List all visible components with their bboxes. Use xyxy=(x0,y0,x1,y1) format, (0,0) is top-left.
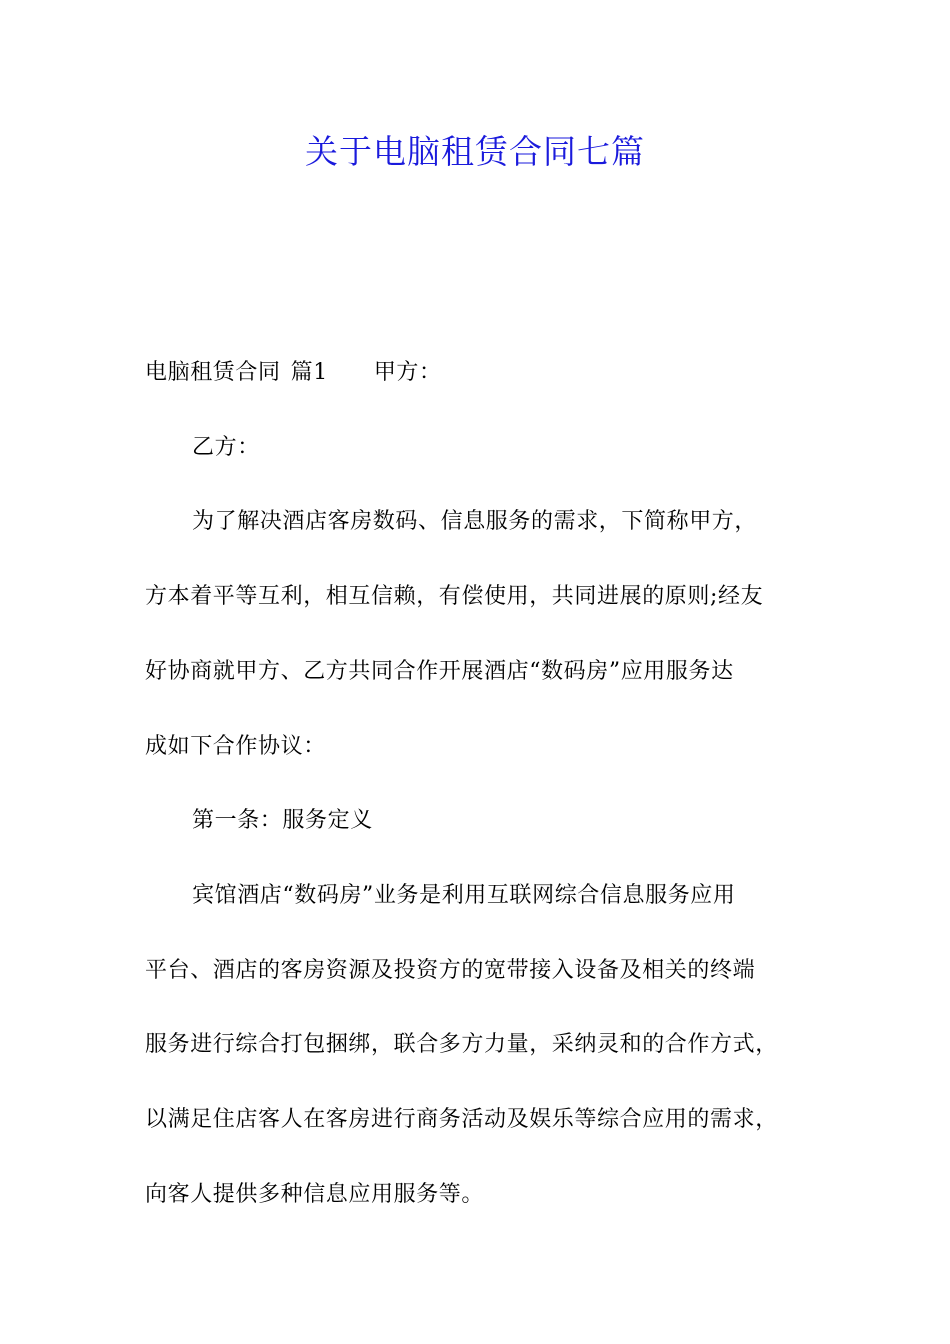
contract-name: 电脑租赁合同 xyxy=(145,360,281,385)
paragraph-line: 为了解决酒店客房数码、信息服务的需求，下简称甲方， xyxy=(192,509,758,535)
party-b-label: 乙方： xyxy=(192,434,260,460)
paragraph-line: 向客人提供多种信息应用服务等。 xyxy=(145,1181,485,1207)
contract-part: 篇1 xyxy=(290,360,328,385)
article-heading: 第一条：服务定义 xyxy=(192,808,373,834)
party-a-label: 甲方： xyxy=(373,360,442,385)
paragraph-line: 服务进行综合打包捆绑，联合多方力量，采纳灵和的合作方式， xyxy=(145,1032,778,1058)
document-title: 关于电脑租赁合同七篇 xyxy=(305,132,645,171)
paragraph-line: 方本着平等互利，相互信赖，有偿使用，共同进展的原则;经友 xyxy=(145,584,764,610)
paragraph-line: 成如下合作协议： xyxy=(145,733,326,759)
document-body xyxy=(145,336,825,1232)
paragraph-line: 以满足住店客人在客房进行商务活动及娱乐等综合应用的需求， xyxy=(145,1107,778,1133)
paragraph-line: 平台、酒店的客房资源及投资方的宽带接入设备及相关的终端 xyxy=(145,957,756,983)
paragraph-line: 宾馆酒店“数码房”业务是利用互联网综合信息服务应用 xyxy=(192,882,736,908)
contract-heading-line xyxy=(145,336,825,411)
paragraph-line: 好协商就甲方、乙方共同合作开展酒店“数码房”应用服务达 xyxy=(145,658,734,684)
